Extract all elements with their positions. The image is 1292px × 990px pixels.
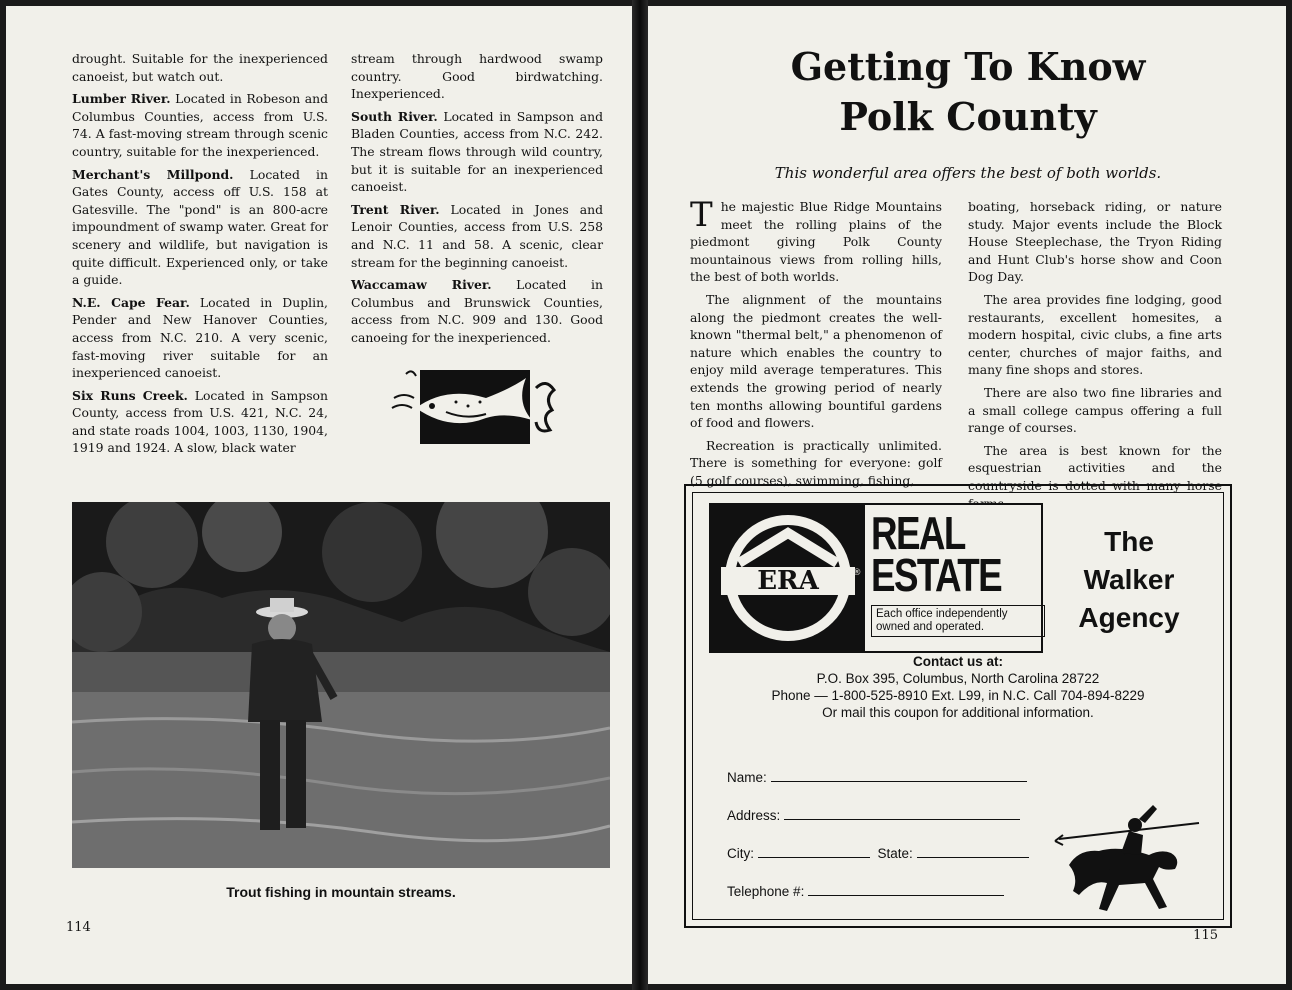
river-name: Lumber River. (72, 91, 171, 107)
paragraph: Recreation is practically unlimited. There is something for everyone: golf (5 golf courses), swimming, fishing, (690, 437, 942, 488)
river-name: Trent River. (351, 201, 440, 217)
registered-mark: ® (852, 568, 862, 578)
coupon-city-field (727, 845, 1029, 861)
article-subtitle: This wonderful area offers the best of both worlds. (774, 164, 1162, 182)
river-name: N.E. Cape Fear. (72, 294, 190, 310)
contact-address: P.O. Box 395, Columbus, North Carolina 28722 (816, 671, 1100, 686)
river-description: Located in Duplin, Pender and New Hanover Counties, access from N.C. 210. A very scenic, fast-moving river suitable for an inexperienced canoeist. (72, 294, 328, 381)
river-entry (72, 90, 328, 160)
real-estate-ad (684, 484, 1232, 928)
estate-label: ESTATE (871, 549, 1002, 601)
agency-line: Agency (1078, 602, 1180, 633)
paragraph-text: he majestic Blue Ridge Mountains meet the rolling plains of the piedmont giving Polk County mountainous views from rolling hills, the best of both worlds. (690, 199, 942, 285)
river-name: Six Runs Creek. (72, 387, 188, 403)
trout-fishing-photo (72, 502, 610, 868)
river-name: South River. (351, 108, 438, 124)
contact-mail-line: Or mail this coupon for additional information. (822, 705, 1094, 720)
article-title (688, 42, 1248, 142)
title-line-1: Getting To Know (790, 44, 1146, 89)
horse-rider-icon (1049, 799, 1209, 917)
river-description: Located in Sampson and Bladen Counties, access from N.C. 242. The stream flows through wild country, but it is suitable for an inexperienced canoeist. (351, 108, 603, 195)
river-description: Located in Gates County, access off U.S. 158 at Gatesville. The "pond" is an 800-acre impoundment of swamp water. Great for scenery and wildlife, but navigation is quite difficult. Experienced only, or take a guide. (72, 166, 328, 288)
river-name: Merchant's Millpond. (72, 166, 234, 182)
ad-inner-border (692, 492, 1224, 920)
river-entry (72, 387, 328, 457)
right-column-1 (690, 195, 942, 495)
river-entry (72, 294, 328, 382)
name-line[interactable] (771, 769, 1027, 782)
right-page (648, 6, 1286, 984)
agency-line: The (1104, 526, 1154, 557)
paragraph: There are also two fine libraries and a small college campus offering a full range of courses. (968, 384, 1222, 436)
agency-line: Walker (1083, 564, 1175, 595)
era-logo-text: ERA (757, 566, 819, 596)
era-logo-box (709, 503, 1043, 653)
right-column-2 (968, 198, 1222, 517)
river-entry (72, 166, 328, 289)
telephone-label: Telephone #: (727, 884, 805, 899)
book-gutter (632, 0, 648, 990)
name-label: Name: (727, 770, 767, 785)
page-number-right: 115 (1193, 928, 1218, 943)
state-label: State: (877, 846, 913, 861)
photo-caption: Trout fishing in mountain streams. (226, 884, 456, 900)
page-number-left: 114 (66, 920, 91, 935)
drop-cap: T (690, 195, 713, 235)
river-entry (351, 276, 603, 346)
address-label: Address: (727, 808, 781, 823)
paragraph: boating, horseback riding, or nature study. Major events include the Block House Steeplechase, the Tryon Riding and Hunt Club's horse show and Coon Dog Day. (968, 199, 1222, 285)
city-line[interactable] (758, 845, 870, 858)
paragraph (690, 195, 942, 286)
river-description: Located in Jones and Lenoir Counties, access from U.S. 258 and N.C. 11 and 58. A scenic, clear stream for the beginning canoeist. (351, 201, 603, 270)
contact-heading: Contact us at: (912, 654, 1003, 669)
fish-illustration (386, 368, 562, 446)
coupon-address-field (727, 807, 1020, 823)
city-label: City: (727, 846, 754, 861)
contact-phone: Phone — 1-800-525-8910 Ext. L99, in N.C. Call 704-894-8229 (771, 688, 1145, 703)
river-description: stream through hardwood swamp country. Good birdwatching. Inexperienced. (351, 51, 603, 102)
address-line[interactable] (784, 807, 1020, 820)
river-description: Located in Robeson and Columbus Counties, access from U.S. 74. A fast-moving stream through scenic country, suitable for the inexperienced. (72, 91, 329, 159)
paragraph: The area provides fine lodging, good restaurants, excellent homesites, a modern hospital, civic clubs, a fine arts center, churches of major faiths, and many fine shops and stores. (968, 291, 1222, 378)
river-entry (72, 50, 328, 85)
paragraph: The alignment of the mountains along the piedmont creates the well-known "thermal belt," a phenomenon of nature which enables the country to enjoy mild average temperatures. This extends the growing period of nearly ten months allowing bountiful gardens of food and flowers. (690, 291, 942, 431)
river-description: Located in Sampson County, access from U.S. 421, N.C. 24, and state roads 1004, 1003, 1130, 1904, 1919 and 1924. A slow, black water (72, 387, 328, 456)
river-name: Waccamaw River. (351, 277, 492, 293)
title-line-2: Polk County (839, 94, 1097, 139)
contact-info (693, 653, 1223, 721)
coupon-telephone-field (727, 883, 1004, 899)
left-page (6, 6, 632, 984)
river-description: Located in Columbus and Brunswick Counties, access from N.C. 909 and 130. Good canoeing for the inexperienced. (351, 277, 603, 345)
left-column-2 (351, 50, 603, 352)
paragraph: The area is best known for the esquestrian activities and the countryside is dotted with many horse (968, 442, 1222, 493)
independent-note: Each office independently owned and operated. (871, 605, 1045, 637)
coupon-name-field (727, 769, 1027, 785)
telephone-line[interactable] (808, 883, 1004, 896)
era-logo-icon (711, 505, 865, 651)
agency-name (1049, 523, 1209, 637)
river-entry (351, 201, 603, 271)
real-label: REAL (871, 507, 965, 559)
state-line[interactable] (917, 845, 1029, 858)
river-entry (351, 50, 603, 103)
river-description: drought. Suitable for the inexperienced canoeist, but watch out. (72, 51, 328, 84)
river-entry (351, 108, 603, 196)
left-column-1 (72, 50, 328, 462)
